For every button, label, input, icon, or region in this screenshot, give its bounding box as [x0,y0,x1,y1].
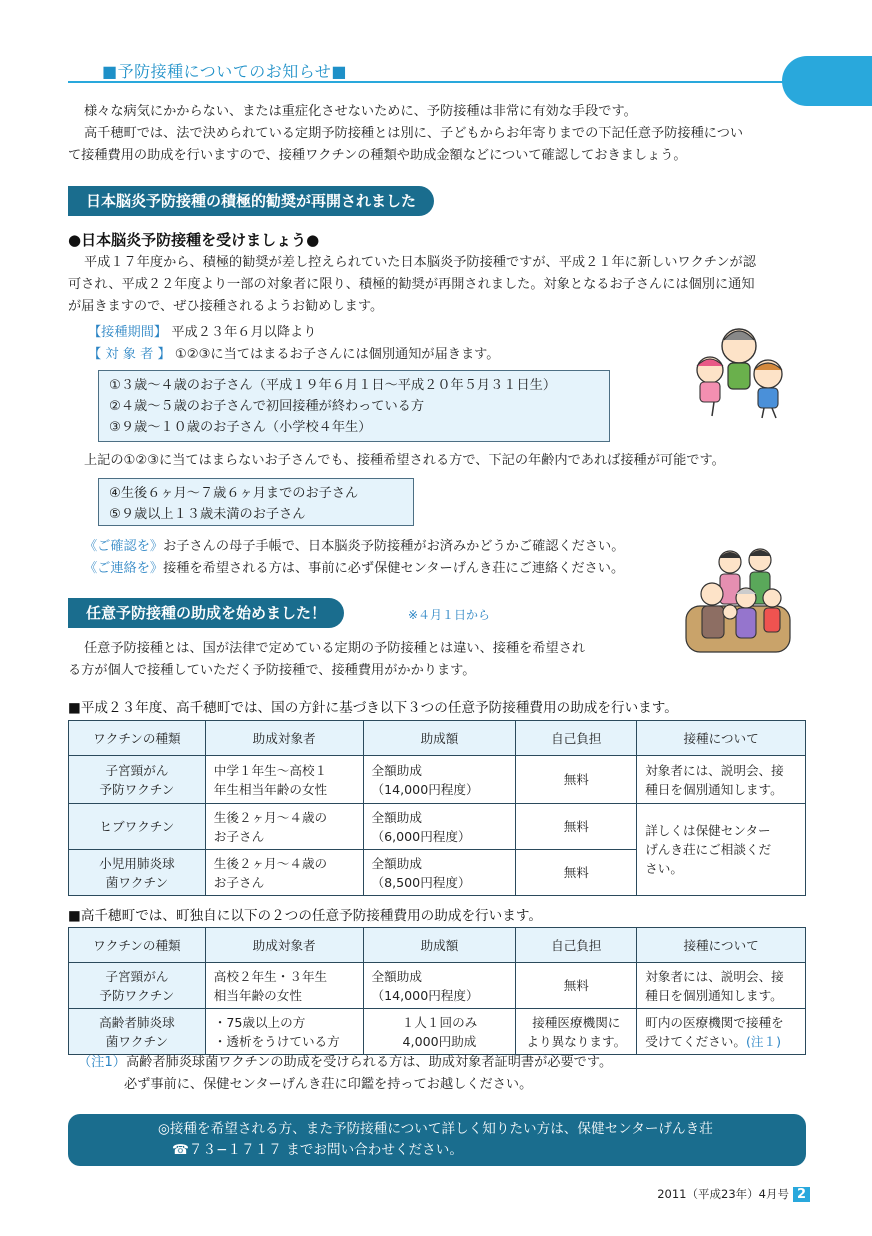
amount-cell: 全額助成 （8,500円程度） [363,850,516,896]
intro-line-3: て接種費用の助成を行いますので、接種ワクチンの種類や助成金額などについて確認しておきましょう。 [68,148,687,163]
section1-subhead: ●日本脳炎予防接種を受けましょう● [68,231,320,249]
eligibility-item-3: ③９歳〜１０歳のお子さん（小学校４年生） [109,420,372,435]
note-ref: (注１) [745,1033,781,1049]
section1-para-3: が届きますので、ぜひ接種されるようお勧めします。 [68,299,384,314]
confirm-label: 《ご確認を》 [84,539,164,554]
target-cell: 中学１年生〜高校１ 年生相当年齢の女性 [205,756,363,804]
amount-cell: 全額助成 （14,000円程度） [363,756,516,804]
section1-mid-text: 上記の①②③に当てはまらないお子さんでも、接種希望される方で、下記の年齢内であれば接種が可能です。 [84,453,725,468]
confirm-row [84,536,624,558]
about-cell-merged: 詳しくは保健センター げんき荘にご相談くだ さい。 [637,804,806,896]
vaccine-cell: 小児用肺炎球 菌ワクチン [69,850,206,896]
page-section-title: ■予防接種についてのお知らせ■ [102,62,347,81]
self-pay-cell: 無料 [516,756,637,804]
amount-cell: 全額助成 （6,000円程度） [363,804,516,850]
col-vaccine: ワクチンの種類 [69,721,206,756]
page-footer [657,1186,810,1202]
section2-para-2: る方が個人で接種していただく予防接種で、接種費用がかかります。 [68,663,476,678]
target-row [88,344,499,366]
about-cell: 対象者には、説明会、接 種日を個別通知します。 [637,963,806,1009]
period-label: 【接種期間】 [88,325,168,340]
note-label: （注1） [78,1055,126,1070]
table-header-row [69,928,806,963]
note-line-1 [78,1052,612,1074]
intro-line-2: 高千穂町では、法で決められている定期予防接種とは別に、子どもからお年寄りまでの下記任意予防接種につい [84,126,744,141]
section1-para-1: 平成１７年度から、積極的勧奨が差し控えられていた日本脳炎予防接種ですが、平成２１年に新しいワクチンが認 [84,255,756,270]
contact-banner-line-2: ☎７３−１７１７ までお問い合わせください。 [172,1142,463,1158]
table-row [69,756,806,804]
eligibility-item-4: ④生後６ヶ月〜７歳６ヶ月までのお子さん [109,486,359,501]
section1-title: 日本脳炎予防接種の積極的勧奨が再開されました [68,186,434,216]
period-value: 平成２３年６月以降より [171,325,317,340]
col-target: 助成対象者 [205,721,363,756]
col-amount: 助成額 [363,721,516,756]
table2-caption: ■高千穂町では、町独自に以下の２つの任意予防接種費用の助成を行います。 [68,908,542,924]
self-pay-cell: 接種医療機関に より異なります。 [516,1009,637,1055]
amount-cell: １人１回のみ 4,000円助成 [363,1009,516,1055]
col-vaccine: ワクチンの種類 [69,928,206,963]
issue-label: 2011（平成23年）4月号 [657,1187,789,1201]
contact-text: 接種を希望される方は、事前に必ず保健センターげんき荘にご連絡ください。 [163,561,625,576]
subsidy-table-town [68,927,806,1055]
table-row [69,804,806,850]
eligibility-box-1 [98,370,610,442]
self-pay-cell: 無料 [516,850,637,896]
eligibility-item-5: ⑤９歳以上１３歳未満のお子さん [109,507,306,522]
children-illustration [684,318,794,420]
target-label: 【 対 象 者 】 [88,347,171,362]
intro-line-1: 様々な病気にかからない、または重症化させないために、予防接種は非常に有効な手段です。 [84,104,637,119]
contact-label: 《ご連絡を》 [84,561,164,576]
vaccine-cell: 子宮頸がん 予防ワクチン [69,963,206,1009]
col-self-pay: 自己負担 [516,928,637,963]
subsidy-table-national [68,720,806,896]
col-target: 助成対象者 [205,928,363,963]
section2-title: 任意予防接種の助成を始めました！ [68,598,344,628]
table-row [69,1009,806,1055]
header-divider [68,81,788,83]
about-cell: 対象者には、説明会、接 種日を個別通知します。 [637,756,806,804]
amount-cell: 全額助成 （14,000円程度） [363,963,516,1009]
note-line-2: 必ず事前に、保健センターげんき荘に印鑑を持ってお越しください。 [124,1077,533,1092]
eligibility-item-2: ②４歳〜５歳のお子さんで初回接種が終わっている方 [109,399,425,414]
target-value: ①②③に当てはまるお子さんには個別通知が届きます。 [174,347,500,362]
contact-row [84,558,624,580]
about-cell: 町内の医療機関で接種を 受けてください。(注１) [637,1009,806,1055]
contact-banner [68,1114,806,1166]
self-pay-cell: 無料 [516,804,637,850]
page-number: 2 [793,1187,810,1202]
eligibility-item-1: ①３歳〜４歳のお子さん（平成１９年６月１日〜平成２０年５月３１日生） [109,378,557,393]
target-cell: ・75歳以上の方 ・透析をうけている方 [205,1009,363,1055]
contact-banner-line-1: ◎接種を希望される方、また予防接種について詳しく知りたい方は、保健センターげんき荘 [158,1121,713,1137]
table1-caption: ■平成２３年度、高千穂町では、国の方針に基づき以下３つの任意予防接種費用の助成を行います。 [68,700,678,716]
target-cell: 生後２ヶ月〜４歳の お子さん [205,804,363,850]
target-cell: 高校２年生・３年生 相当年齢の女性 [205,963,363,1009]
section2-para-1: 任意予防接種とは、国が法律で定めている定期の予防接種とは違い、接種を希望され [84,641,586,656]
header-tab-decoration [782,56,872,106]
col-self-pay: 自己負担 [516,721,637,756]
vaccine-cell: 高齢者肺炎球 菌ワクチン [69,1009,206,1055]
section2-note: ※４月１日から [408,608,491,622]
section1-para-2: 可され、平成２２年度より一部の対象者に限り、積極的勧奨が再開されました。対象となるお子さんには個別に通知 [68,277,755,292]
col-about: 接種について [637,928,806,963]
table-row [69,963,806,1009]
col-amount: 助成額 [363,928,516,963]
family-illustration [682,546,794,658]
table-header-row [69,721,806,756]
self-pay-cell: 無料 [516,963,637,1009]
vaccine-cell: 子宮頸がん 予防ワクチン [69,756,206,804]
confirm-text: お子さんの母子手帳で、日本脳炎予防接種がお済みかどうかご確認ください。 [163,539,625,554]
note-text-1: 高齢者肺炎球菌ワクチンの助成を受けられる方は、助成対象者証明書が必要です。 [125,1055,613,1070]
period-row [88,322,316,344]
vaccine-cell: ヒブワクチン [69,804,206,850]
target-cell: 生後２ヶ月〜４歳の お子さん [205,850,363,896]
eligibility-box-2 [98,478,414,526]
col-about: 接種について [637,721,806,756]
